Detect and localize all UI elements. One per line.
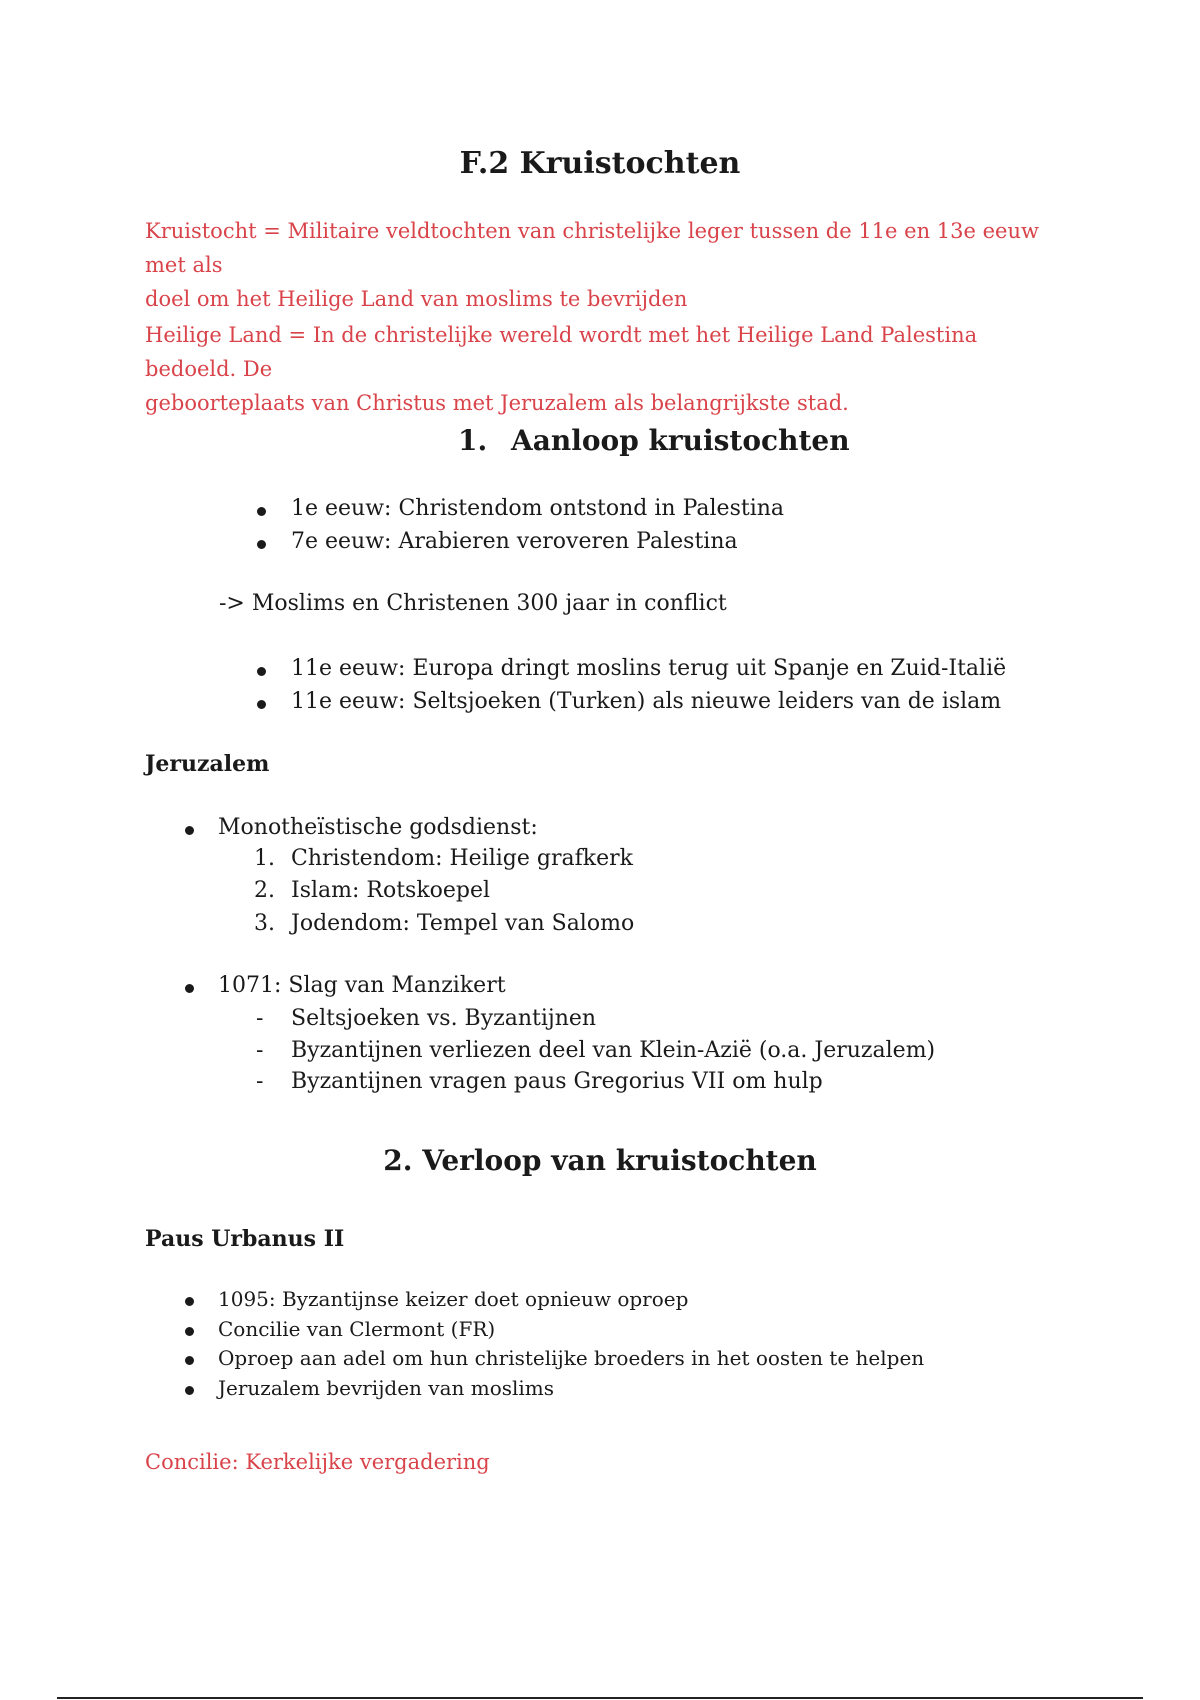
section-1-heading <box>458 424 850 457</box>
dash-item: Byzantijnen verliezen deel van Klein-Azië (o.a. Jeruzalem) <box>291 1038 936 1063</box>
section-2-heading: 2. Verloop van kruistochten <box>383 1144 817 1177</box>
paus-urbanus-heading: Paus Urbanus II <box>145 1226 345 1252</box>
bullet-icon <box>185 1327 194 1336</box>
list-item: Monotheïstische godsdienst: <box>218 815 538 840</box>
numbered-item-number: 3. <box>254 911 275 936</box>
section-1-number: 1. <box>458 424 488 457</box>
definition-heilige-land-line2: geboorteplaats van Christus met Jeruzalem als belangrijkste stad. <box>145 391 849 415</box>
numbered-item-number: 1. <box>254 846 275 871</box>
definition-concilie: Concilie: Kerkelijke vergadering <box>145 1450 490 1474</box>
definition-kruistocht-line1: Kruistocht = Militaire veldtochten van christelijke leger tussen de 11e en 13e eeuw met als <box>145 219 1039 277</box>
list-item: 1e eeuw: Christendom ontstond in Palestina <box>291 496 785 521</box>
page-title: F.2 Kruistochten <box>459 146 741 181</box>
bullet-icon <box>257 700 266 709</box>
dash-item: Byzantijnen vragen paus Gregorius VII om hulp <box>291 1069 823 1094</box>
bullet-icon <box>185 1386 194 1395</box>
bullet-icon <box>257 507 266 516</box>
list-item: Concilie van Clermont (FR) <box>218 1317 496 1341</box>
bullet-icon <box>257 540 266 549</box>
numbered-item: Jodendom: Tempel van Salomo <box>291 911 635 936</box>
dash-icon: - <box>256 1038 264 1063</box>
list-item: Oproep aan adel om hun christelijke broeders in het oosten te helpen <box>218 1346 925 1370</box>
list-item: 1095: Byzantijnse keizer doet opnieuw oproep <box>218 1287 689 1311</box>
list-item: 7e eeuw: Arabieren veroveren Palestina <box>291 529 738 554</box>
bullet-icon <box>185 1356 194 1365</box>
jeruzalem-heading: Jeruzalem <box>145 751 270 777</box>
arrow-note: -> Moslims en Christenen 300 jaar in conflict <box>219 591 727 616</box>
definition-heilige-land-line1: Heilige Land = In de christelijke wereld wordt met het Heilige Land Palestina bedoeld. De <box>145 323 978 381</box>
list-item: 11e eeuw: Seltsjoeken (Turken) als nieuwe leiders van de islam <box>291 689 1002 714</box>
definition-kruistocht-line2: doel om het Heilige Land van moslims te bevrijden <box>145 287 688 311</box>
bullet-icon <box>185 826 194 835</box>
section-1-title: Aanloop kruistochten <box>510 424 850 457</box>
definition-heilige-land <box>145 318 1065 420</box>
numbered-item: Islam: Rotskoepel <box>291 878 491 903</box>
dash-item: Seltsjoeken vs. Byzantijnen <box>291 1006 597 1031</box>
bullet-icon <box>185 984 194 993</box>
bullet-icon <box>257 667 266 676</box>
dash-icon: - <box>256 1069 264 1094</box>
page-bottom-divider <box>57 1697 1143 1699</box>
dash-icon: - <box>256 1006 264 1031</box>
bullet-icon <box>185 1297 194 1306</box>
numbered-item: Christendom: Heilige grafkerk <box>291 846 633 871</box>
definition-kruistocht <box>145 214 1065 316</box>
list-item: 11e eeuw: Europa dringt moslins terug uit Spanje en Zuid-Italië <box>291 656 1007 681</box>
numbered-item-number: 2. <box>254 878 275 903</box>
list-item: 1071: Slag van Manzikert <box>218 973 506 998</box>
list-item: Jeruzalem bevrijden van moslims <box>218 1376 555 1400</box>
